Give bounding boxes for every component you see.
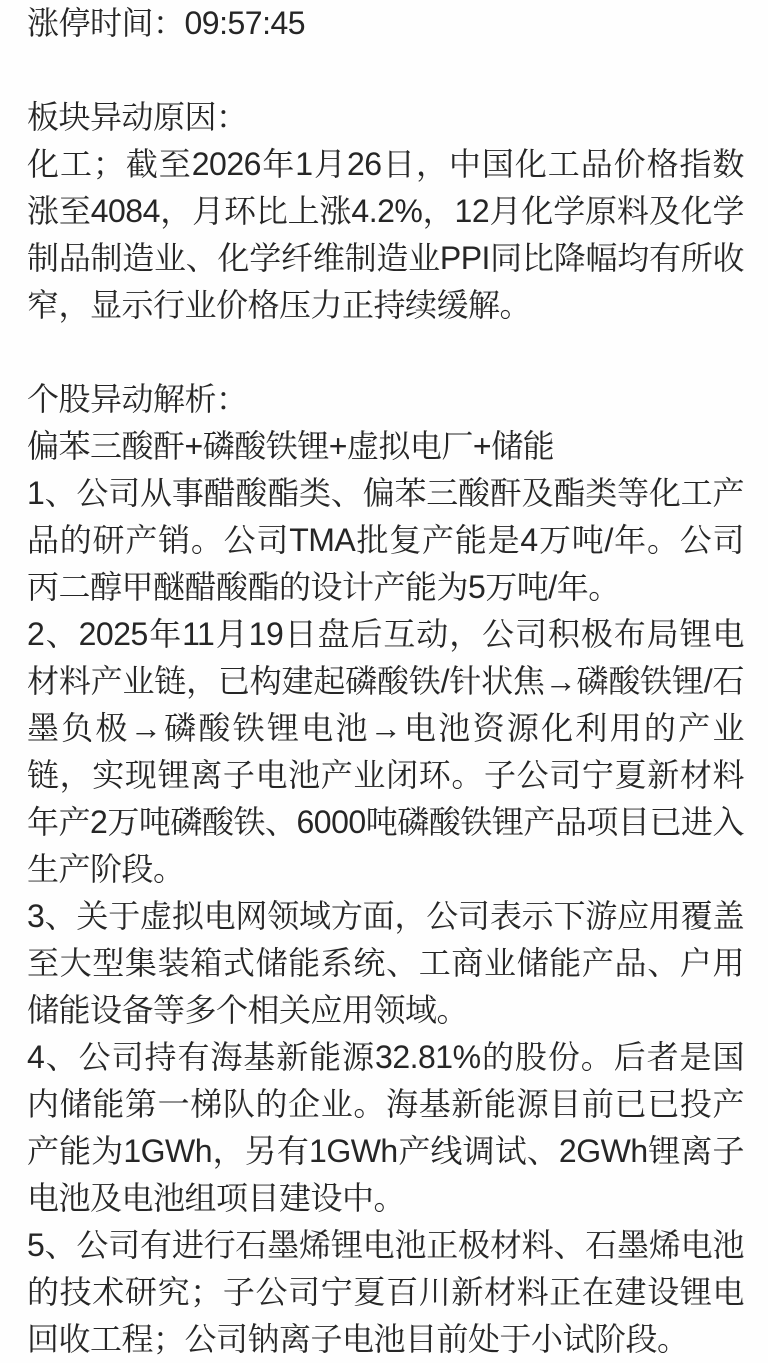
- stock-analysis-heading: 个股异动解析：: [27, 381, 248, 417]
- stock-point-5: 5、公司有进行石墨烯锂电池正极材料、石墨烯电池的技术研究；子公司宁夏百川新材料正在建设锂电回收工程；公司钠离子电池目前处于小试阶段。: [27, 1227, 744, 1357]
- blank-line: [27, 329, 744, 376]
- stock-point-4: 4、公司持有海基新能源32.81%的股份。后者是国内储能第一梯队的企业。海基新能源目前已已投产产能为1GWh，另有1GWh产线调试、2GWh锂离子电池及电池组项目建设中。: [27, 1039, 744, 1216]
- stock-point-3: 3、关于虚拟电网领域方面，公司表示下游应用覆盖至大型集装箱式储能系统、工商业储能产品、户用储能设备等多个相关应用领域。: [27, 898, 744, 1028]
- stock-point-1: 1、公司从事醋酸酯类、偏苯三酸酐及酯类等化工产品的研产销。公司TMA批复产能是4万吨/年。公司丙二醇甲醚醋酸酯的设计产能为5万吨/年。: [27, 475, 744, 605]
- limit-up-time-line: 涨停时间：09:57:45: [27, 5, 306, 41]
- stock-concept-tags: 偏苯三酸酐+磷酸铁锂+虚拟电厂+储能: [27, 428, 555, 464]
- blank-line: [27, 47, 744, 94]
- stock-point-2: 2、2025年11月19日盘后互动，公司积极布局锂电材料产业链，已构建起磷酸铁/针状焦→磷酸铁锂/石墨负极→磷酸铁锂电池→电池资源化利用的产业链，实现锂离子电池产业闭环。子公司宁夏新材料年产2万吨磷酸铁、6000吨磷酸铁锂产品项目已进入生产阶段。: [27, 616, 744, 887]
- sector-move-reason-heading: 板块异动原因：: [27, 99, 248, 135]
- sector-move-reason-body: 化工；截至2026年1月26日，中国化工品价格指数涨至4084，月环比上涨4.2%，12月化学原料及化学制品制造业、化学纤维制造业PPI同比降幅均有所收窄，显示行业价格压力正持续缓解。: [27, 146, 744, 323]
